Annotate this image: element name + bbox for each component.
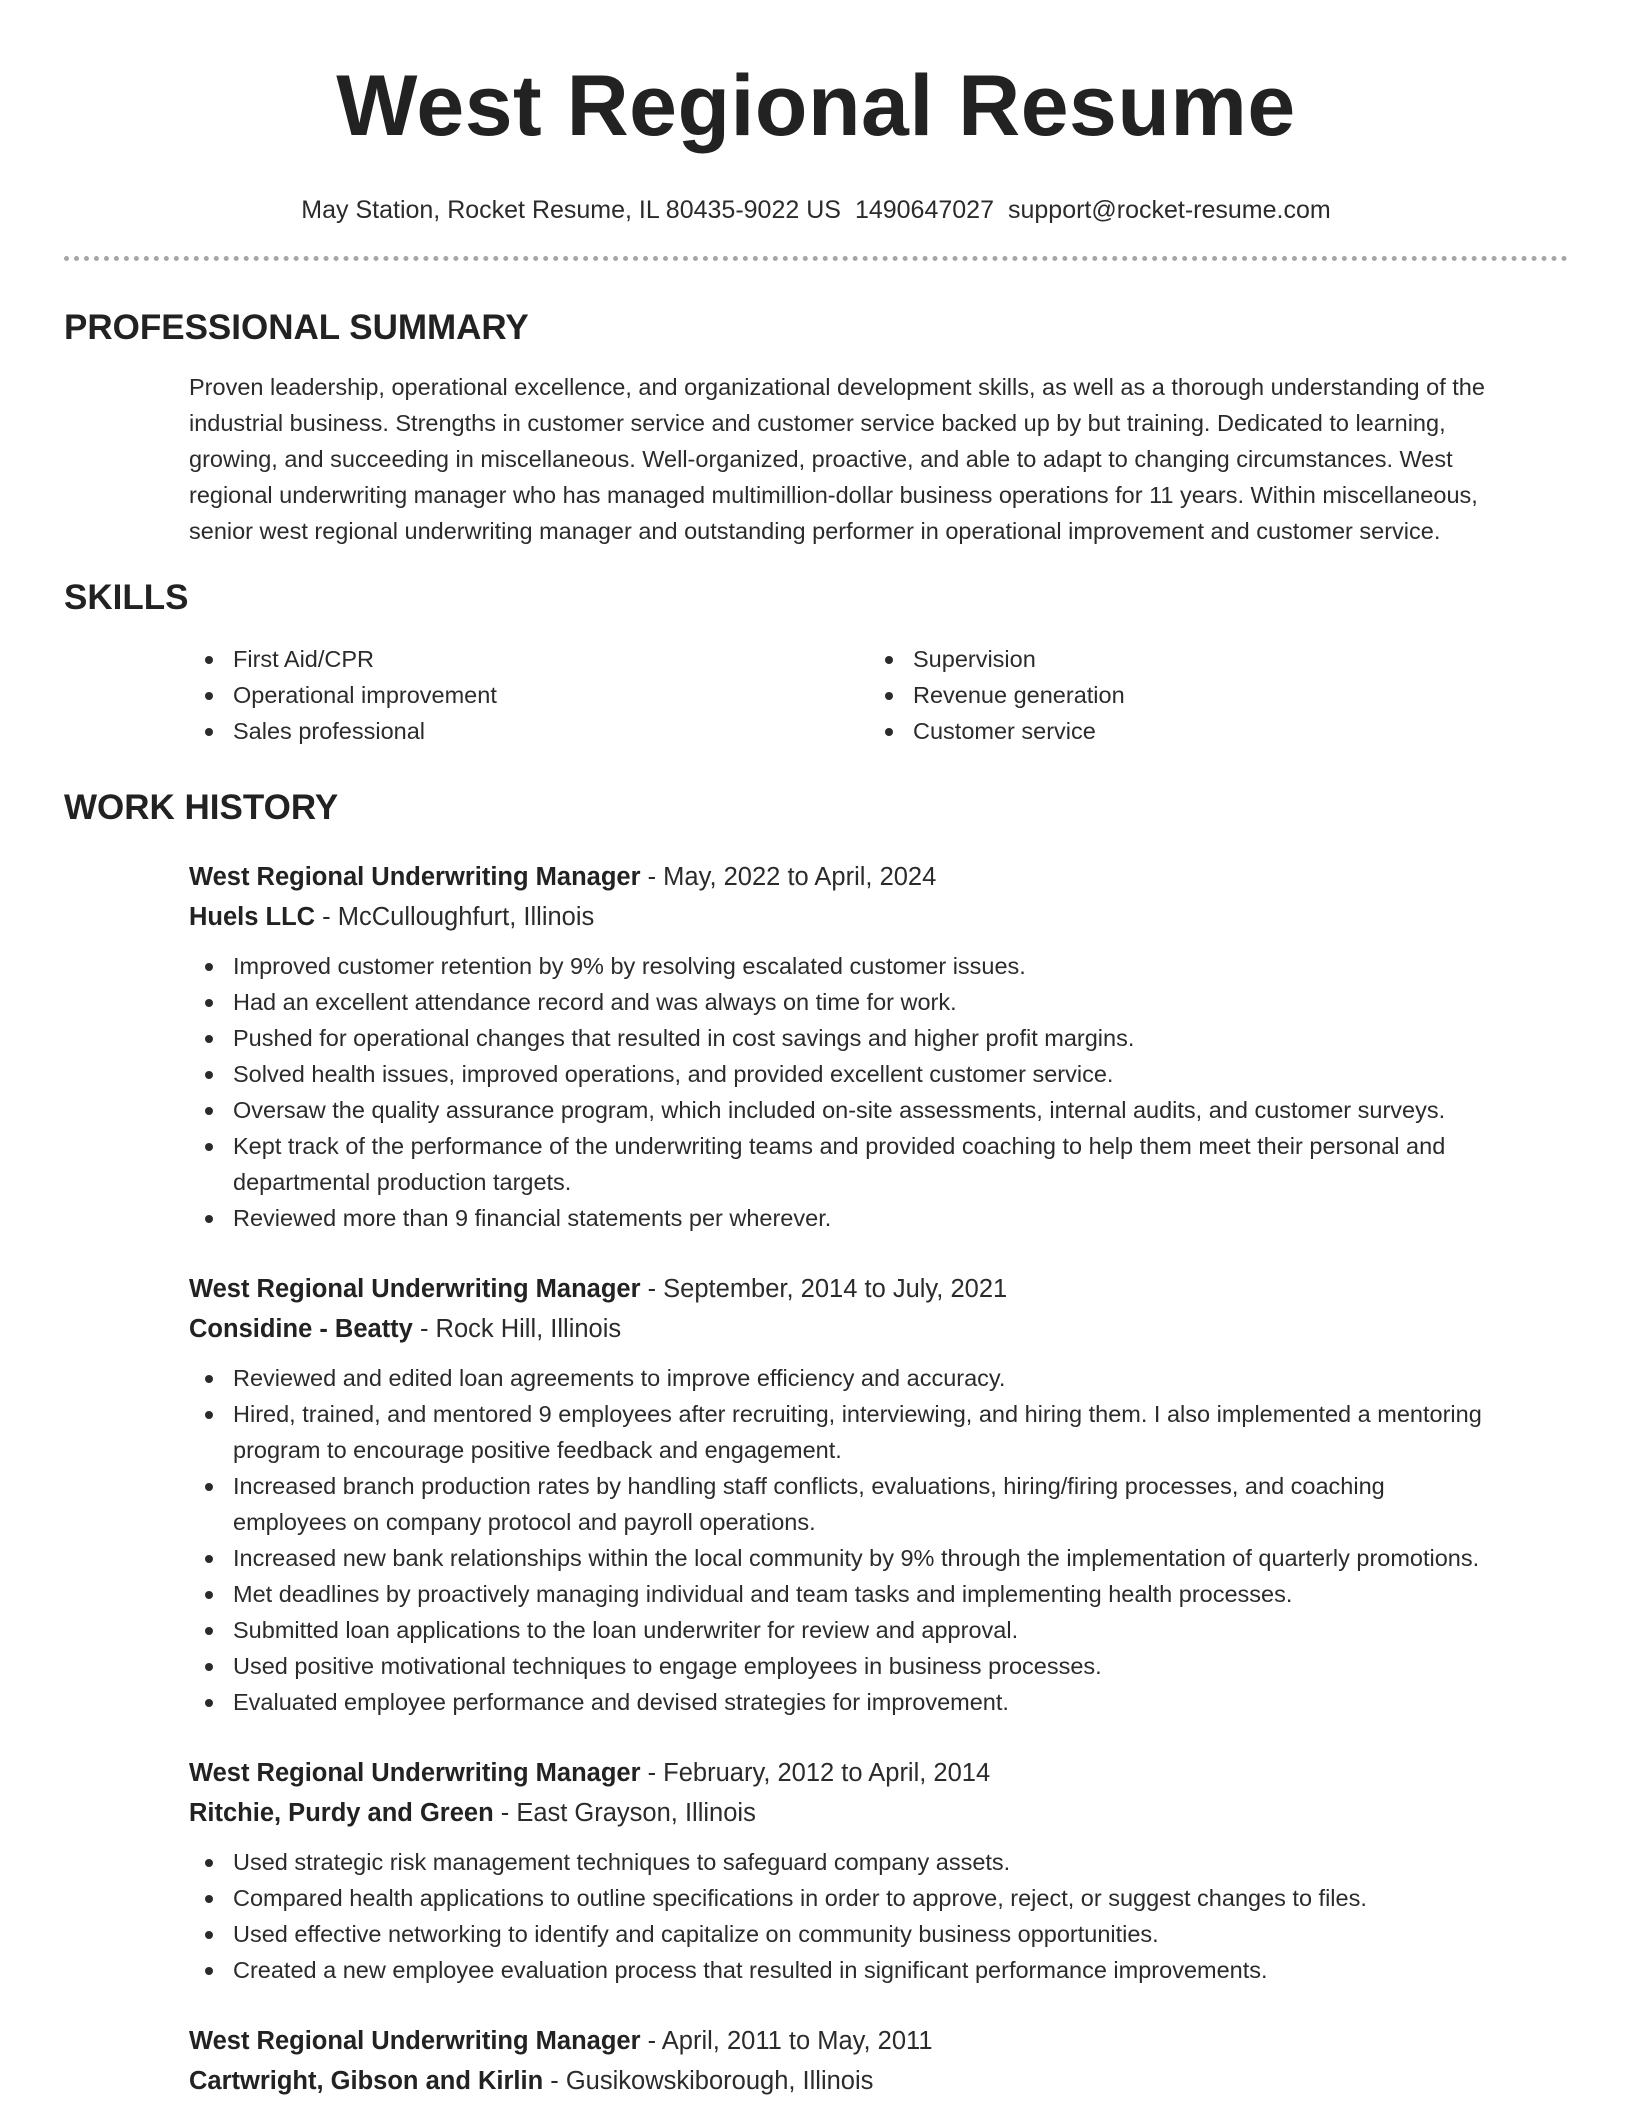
job-bullet-line: employees on company protocol and payroll operations. bbox=[233, 1509, 816, 1535]
company-name: Cartwright, Gibson and Kirlin bbox=[189, 2067, 544, 2095]
company-line bbox=[189, 1309, 1568, 1349]
resume-page bbox=[64, 0, 1568, 2101]
company-name: Considine - Beatty bbox=[189, 1315, 413, 1343]
job-bullets bbox=[189, 1360, 1568, 1720]
contact-phone: 1490647027 bbox=[854, 196, 994, 224]
company-line bbox=[189, 897, 1568, 937]
job-bullet bbox=[189, 1684, 1568, 1720]
job-bullets bbox=[189, 948, 1568, 1236]
skill-item: Revenue generation bbox=[869, 677, 1549, 713]
job-bullet bbox=[189, 1360, 1568, 1396]
company-location: - Rock Hill, Illinois bbox=[412, 1315, 622, 1343]
job-bullet bbox=[189, 1576, 1568, 1612]
job-dates: - September, 2014 to July, 2021 bbox=[640, 1275, 1008, 1303]
job-bullet bbox=[189, 1540, 1568, 1576]
job-bullet-line: Had an excellent attendance record and was always on time for work. bbox=[233, 989, 957, 1015]
job-title-line bbox=[189, 1753, 1568, 1793]
job-title: West Regional Underwriting Manager bbox=[189, 2027, 641, 2055]
skills-column-right bbox=[869, 641, 1549, 749]
summary-line: Proven leadership, operational excellence, and organizational development skills, as well as a thorough understanding of the bbox=[189, 374, 1485, 400]
skill-item: Sales professional bbox=[189, 713, 869, 749]
work-history-list bbox=[189, 857, 1568, 2101]
job-bullet-line: Used positive motivational techniques to engage employees in business processes. bbox=[233, 1653, 1102, 1679]
job-bullet bbox=[189, 1916, 1568, 1952]
job-bullet-line: Reviewed and edited loan agreements to improve efficiency and accuracy. bbox=[233, 1365, 1006, 1391]
job-bullet-line: Pushed for operational changes that resulted in cost savings and higher profit margins. bbox=[233, 1025, 1135, 1051]
job-bullet-line: Created a new employee evaluation process that resulted in significant performance improvements. bbox=[233, 1957, 1268, 1983]
job-bullet bbox=[189, 1128, 1568, 1200]
job-bullet-line: Used strategic risk management techniques to safeguard company assets. bbox=[233, 1849, 1011, 1875]
job-bullet-line: Submitted loan applications to the loan underwriter for review and approval. bbox=[233, 1617, 1019, 1643]
header-divider bbox=[64, 256, 1568, 261]
job-bullet bbox=[189, 984, 1568, 1020]
section-title-skills: SKILLS bbox=[64, 578, 189, 617]
skills-list bbox=[189, 641, 1568, 749]
contact-email: support@rocket-resume.com bbox=[1007, 196, 1331, 224]
company-name: Huels LLC bbox=[189, 903, 316, 931]
job-bullet-line: Evaluated employee performance and devised strategies for improvement. bbox=[233, 1689, 1009, 1715]
skill-item: Operational improvement bbox=[189, 677, 869, 713]
job-bullet-line: Solved health issues, improved operations, and provided excellent customer service. bbox=[233, 1061, 1114, 1087]
company-line bbox=[189, 1793, 1568, 1833]
job-entry bbox=[189, 2021, 1568, 2101]
job-title: West Regional Underwriting Manager bbox=[189, 1759, 641, 1787]
section-title-summary: PROFESSIONAL SUMMARY bbox=[64, 308, 529, 347]
job-bullet-line: Used effective networking to identify and capitalize on community business opportunities. bbox=[233, 1921, 1159, 1947]
job-bullet bbox=[189, 1200, 1568, 1236]
job-bullet-line: Met deadlines by proactively managing individual and team tasks and implementing health processes. bbox=[233, 1581, 1293, 1607]
job-bullet bbox=[189, 1056, 1568, 1092]
section-title-work-history: WORK HISTORY bbox=[64, 788, 339, 827]
job-bullet-line: Increased branch production rates by handling staff conflicts, evaluations, hiring/firing processes, and coaching bbox=[233, 1473, 1385, 1499]
job-entry bbox=[189, 857, 1568, 1236]
job-title: West Regional Underwriting Manager bbox=[189, 863, 641, 891]
summary-line: senior west regional underwriting manager and outstanding performer in operational improvement and customer service. bbox=[189, 518, 1441, 544]
job-bullet-line: departmental production targets. bbox=[233, 1169, 572, 1195]
job-entry bbox=[189, 1753, 1568, 1988]
job-bullet-line: program to encourage positive feedback and engagement. bbox=[233, 1437, 842, 1463]
company-name: Ritchie, Purdy and Green bbox=[189, 1799, 494, 1827]
job-bullet-line: Hired, trained, and mentored 9 employees after recruiting, interviewing, and hiring them. I also implemented a mentoring bbox=[233, 1401, 1482, 1427]
job-bullets bbox=[189, 1844, 1568, 1988]
job-bullet bbox=[189, 1612, 1568, 1648]
job-dates: - May, 2022 to April, 2024 bbox=[640, 863, 937, 891]
job-bullet bbox=[189, 1844, 1568, 1880]
job-bullet bbox=[189, 1648, 1568, 1684]
job-bullet bbox=[189, 1092, 1568, 1128]
summary-line: regional underwriting manager who has managed multimillion-dollar business operations for 11 years. Within miscellaneous, bbox=[189, 482, 1478, 508]
summary-line: growing, and succeeding in miscellaneous. Well-organized, proactive, and able to adapt to changing circumstances. West bbox=[189, 446, 1453, 472]
job-bullet-line: Reviewed more than 9 financial statements per wherever. bbox=[233, 1205, 832, 1231]
job-dates: - April, 2011 to May, 2011 bbox=[640, 2027, 933, 2055]
job-bullet-line: Oversaw the quality assurance program, which included on-site assessments, internal audits, and customer surveys. bbox=[233, 1097, 1446, 1123]
summary-line: industrial business. Strengths in customer service and customer service backed up by but training. Dedicated to learning, bbox=[189, 410, 1446, 436]
job-bullet bbox=[189, 948, 1568, 984]
job-bullet bbox=[189, 1468, 1568, 1540]
company-location: - Gusikowskiborough, Illinois bbox=[543, 2067, 874, 2095]
job-bullet bbox=[189, 1952, 1568, 1988]
contact-address: May Station, Rocket Resume, IL 80435-9022 US bbox=[301, 196, 841, 224]
skill-item: Supervision bbox=[869, 641, 1549, 677]
skills-column-left bbox=[189, 641, 869, 749]
summary-text bbox=[189, 369, 1568, 549]
job-bullet-line: Compared health applications to outline specifications in order to approve, reject, or suggest changes to files. bbox=[233, 1885, 1367, 1911]
job-title-line bbox=[189, 2021, 1568, 2061]
contact-line bbox=[64, 194, 1568, 226]
job-dates: - February, 2012 to April, 2014 bbox=[640, 1759, 991, 1787]
skill-item: First Aid/CPR bbox=[189, 641, 869, 677]
job-bullet-line: Increased new bank relationships within the local community by 9% through the implementation of quarterly promotions. bbox=[233, 1545, 1480, 1571]
job-bullet bbox=[189, 1020, 1568, 1056]
job-entry bbox=[189, 1269, 1568, 1720]
job-bullet-line: Improved customer retention by 9% by resolving escalated customer issues. bbox=[233, 953, 1026, 979]
resume-name: West Regional Resume bbox=[336, 58, 1296, 154]
job-title: West Regional Underwriting Manager bbox=[189, 1275, 641, 1303]
job-bullet bbox=[189, 1880, 1568, 1916]
job-title-line bbox=[189, 1269, 1568, 1309]
job-bullet bbox=[189, 1396, 1568, 1468]
company-location: - McCulloughfurt, Illinois bbox=[315, 903, 595, 931]
company-location: - East Grayson, Illinois bbox=[493, 1799, 756, 1827]
company-line bbox=[189, 2061, 1568, 2101]
job-bullet-line: Kept track of the performance of the underwriting teams and provided coaching to help them meet their personal and bbox=[233, 1133, 1446, 1159]
job-title-line bbox=[189, 857, 1568, 897]
skill-item: Customer service bbox=[869, 713, 1549, 749]
